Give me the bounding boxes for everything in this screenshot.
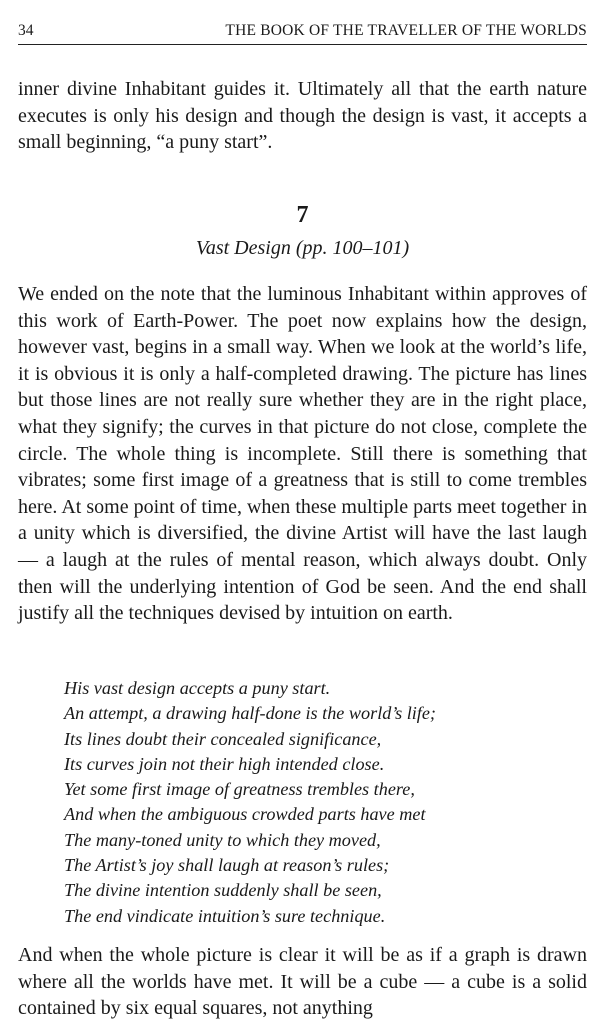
commentary-paragraph: We ended on the note that the luminous Inhabitant within approves of this work of Earth-Power. The poet now explains how the design, however vast, begins in a small way. When we look at the world’s life, it is obvious it is only a half-completed drawing. The picture has lines but those lines are not really sure whether they are in the right place, what they signify; the curves in that picture do not close, complete the circle. The whole thing is incomplete. Still there is something that vibrates; some first image of a greatness that is still to come trembles here. At some point of time, when these multiple parts meet together in a unity which is diversified, the divine Artist will have the last laugh — a laugh at the rules of mental reason, which always doubt. Only then will the underlying intention of God be seen. And the end shall justify all the techniques devised by intuition on earth. [18,283,587,625]
page-number: 34 [18,22,34,39]
verse-line: Yet some first image of greatness trembles there, [64,779,415,800]
section-title: Vast Design (pp. 100–101) [195,237,410,259]
book-title: THE BOOK OF THE TRAVELLER OF THE WORLDS [225,22,587,39]
closing-paragraph: And when the whole picture is clear it will be as if a graph is drawn where all the worlds have met. It will be a cube — a cube is a solid contained by six equal squares, not anything [18,944,587,1020]
verse-line: And when the ambiguous crowded parts have met [64,804,426,825]
verse-line: Its curves join not their high intended close. [64,753,385,774]
opening-paragraph: inner divine Inhabitant guides it. Ultimately all that the earth nature executes is only his design and though the design is vast, it accepts a small beginning, “a puny start”. [18,78,587,154]
verse-line: The end vindicate intuition’s sure technique. [64,905,386,926]
running-head [18,20,587,45]
verse-line: The Artist’s joy shall laugh at reason’s rules; [64,855,390,876]
verse-quotation [64,676,584,929]
verse-line: The divine intention suddenly shall be seen, [64,880,382,901]
book-page [18,0,587,1036]
section-number: 7 [296,202,309,228]
verse-line: An attempt, a drawing half-done is the world’s life; [64,703,436,724]
verse-line: Its lines doubt their concealed significance, [64,728,382,749]
verse-line: The many-toned unity to which they moved, [64,829,381,850]
verse-line: His vast design accepts a puny start. [64,678,331,698]
